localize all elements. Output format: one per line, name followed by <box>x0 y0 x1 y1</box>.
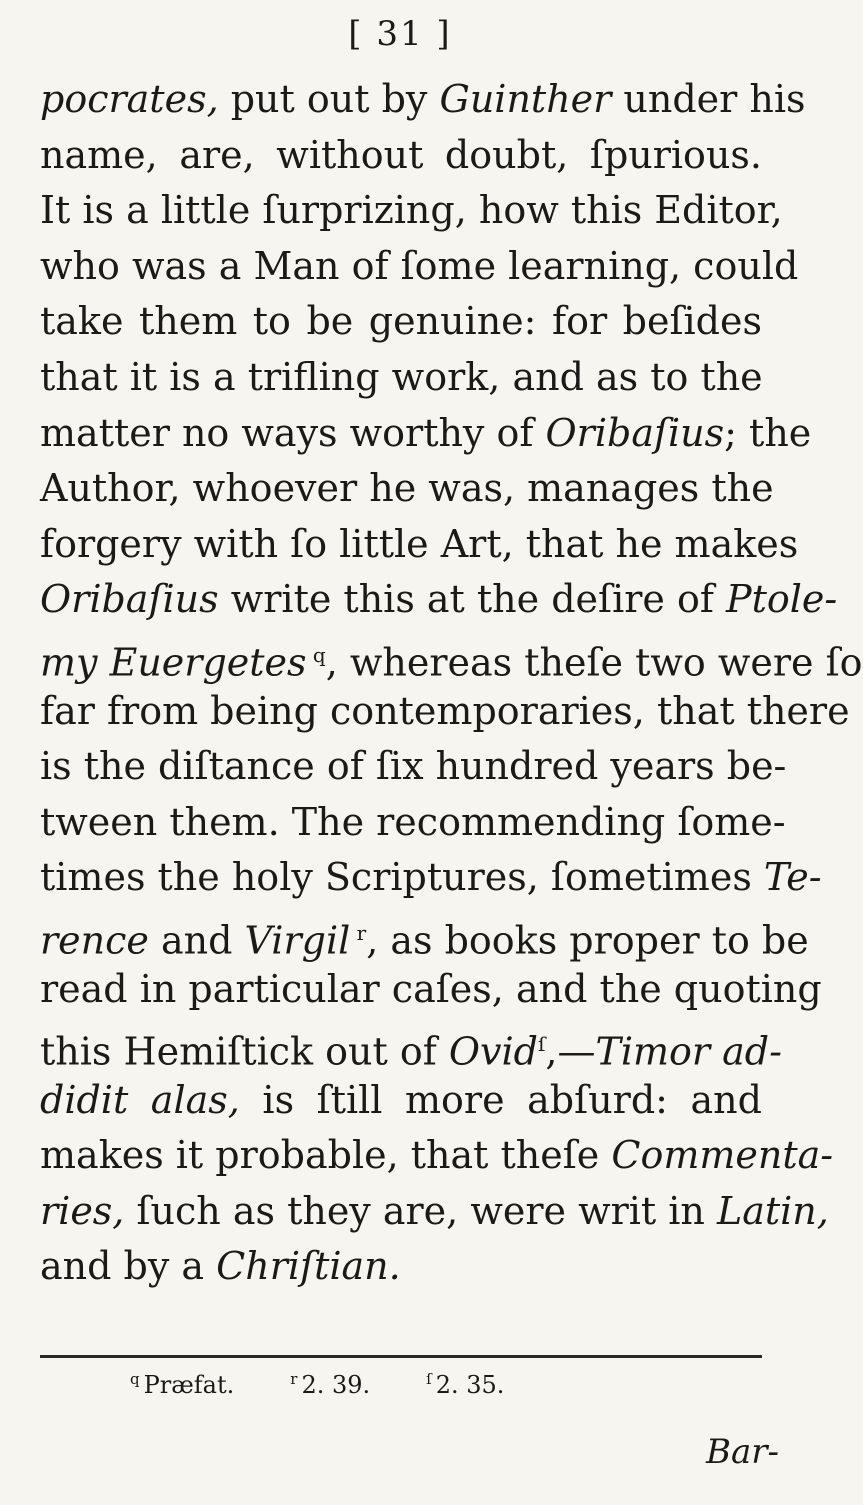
text-line <box>40 239 799 295</box>
text-span: times the holy Scriptures, ſometimes <box>40 855 764 900</box>
footnote-mark: r <box>290 1370 298 1388</box>
text-span: ries, <box>40 1188 125 1233</box>
text-line <box>40 850 822 906</box>
text-span: ſuch as they are, were writ in <box>124 1188 717 1233</box>
text-line <box>40 1128 834 1184</box>
text-span: take them to be genuine: for beſides <box>40 299 762 344</box>
text-span: ,— <box>545 1029 596 1074</box>
text-span: ; the <box>724 410 812 455</box>
footnote-text: 2. 35. <box>435 1371 505 1399</box>
text-span: matter no ways worthy of <box>40 410 546 455</box>
text-line <box>40 350 762 406</box>
text-span: Oribaſius <box>40 577 219 622</box>
footnote-rule <box>40 1355 762 1358</box>
text-line <box>40 1184 829 1240</box>
footnote <box>426 1371 504 1399</box>
text-span: rence <box>40 918 149 963</box>
text-span: Latin, <box>716 1188 829 1233</box>
text-span: my Euergetes <box>40 640 307 685</box>
page-number: [ 31 ] <box>348 14 452 54</box>
text-span: Ovid <box>448 1029 538 1074</box>
text-span: It is a little ſurprizing, how this Editor, <box>40 188 783 233</box>
text-span: under his <box>611 77 806 121</box>
text-span: is ſtill more abſurd: and <box>239 1077 762 1122</box>
text-span: Ptole- <box>726 577 838 622</box>
text-span: forgery with ſo little Art, that he makes <box>40 521 799 566</box>
text-span: and <box>148 918 245 963</box>
text-line <box>40 628 863 685</box>
text-line <box>40 183 783 239</box>
footnote <box>130 1371 234 1399</box>
footnotes <box>130 1370 560 1399</box>
text-span: write this at the deſire of <box>218 577 726 622</box>
text-span: Commenta- <box>611 1133 834 1178</box>
footnote <box>290 1371 370 1399</box>
text-line <box>40 294 762 350</box>
footnote-reference: q <box>306 642 326 667</box>
text-line <box>40 517 799 573</box>
text-span: makes it probable, that theſe <box>40 1133 612 1178</box>
text-span: Chriſtian. <box>216 1244 401 1289</box>
text-span: who was a Man of ſome learning, could <box>40 243 799 288</box>
text-line <box>40 1017 782 1074</box>
text-span: read in particular caſes, and the quoting <box>40 966 822 1011</box>
text-span: that it is a trifling work, and as to the <box>40 354 763 399</box>
text-line <box>40 1073 762 1129</box>
text-line <box>40 572 838 628</box>
footnote-mark: q <box>130 1370 140 1388</box>
text-span: , as books proper to be <box>366 918 809 963</box>
text-span: Guinther <box>439 77 612 121</box>
text-span: and by a <box>40 1244 217 1289</box>
catchword: Bar- <box>706 1432 779 1472</box>
text-line <box>40 1239 762 1295</box>
text-span: name, are, without doubt, ſpurious. <box>40 132 762 177</box>
footnote-reference: r <box>350 920 367 945</box>
text-span: tween them. The recommending ſome- <box>40 799 786 844</box>
text-line <box>40 461 774 517</box>
text-line <box>40 684 850 740</box>
text-span: Oribaſius <box>545 410 725 455</box>
text-line <box>40 128 762 184</box>
text-line <box>40 739 787 795</box>
text-span: Te- <box>763 855 822 900</box>
text-span: Timor ad- <box>595 1029 782 1074</box>
body-text <box>40 72 863 1295</box>
text-span: Virgil <box>244 918 351 963</box>
footnote-reference: ſ <box>538 1032 546 1057</box>
text-span: far from being contemporaries, that there <box>40 688 850 733</box>
footnote-mark: ſ <box>426 1370 432 1388</box>
text-line <box>40 962 822 1018</box>
text-span: put out by <box>218 77 440 121</box>
text-span: pocrates, <box>40 77 219 121</box>
footnote-text: Præfat. <box>143 1371 235 1399</box>
text-span: didit alas, <box>40 1077 240 1122</box>
footnote-text: 2. 39. <box>301 1371 371 1399</box>
text-line <box>40 72 806 128</box>
text-line <box>40 406 812 462</box>
text-span: is the diſtance of ſix hundred years be- <box>40 744 787 789</box>
text-line <box>40 906 809 963</box>
text-span: Author, whoever he was, manages the <box>40 466 774 511</box>
text-line <box>40 795 786 851</box>
text-span: , whereas theſe two were ſo <box>325 640 863 685</box>
text-span: this Hemiſtick out of <box>40 1029 449 1074</box>
